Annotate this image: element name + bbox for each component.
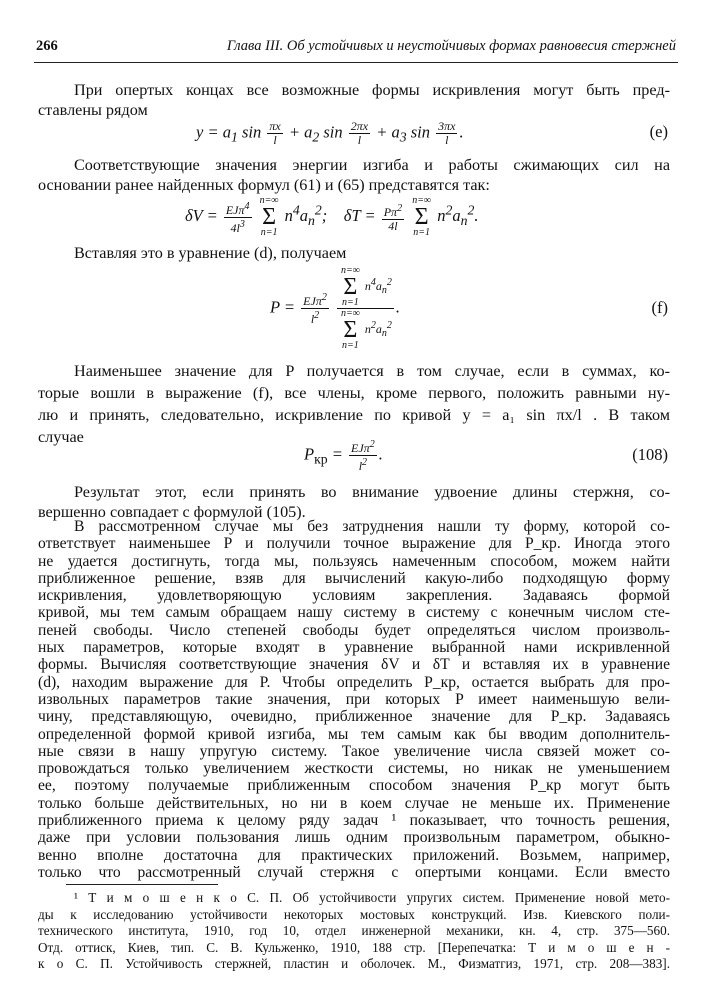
text-line: приближенное решение, взяв для вычислений какую-либо подходящую форму (38, 569, 670, 587)
equation-f: P = $\frac{EJ\pi^2}{l^2}$ n=∞ Σ n=1 $n^4a_n^2$ n=∞ Σ n=1 $n^2a_n^2$ . (270, 265, 400, 351)
text-line: извольных параметров такие значения, при которых P имеет наименьшую вели- (38, 690, 670, 708)
paragraph-6 (38, 518, 670, 881)
text-line: не удается достигнуть, тогда мы, пользуясь намеченным способом, можем найти (38, 552, 670, 570)
text-line: При опертых концах все возможные формы искривления могут быть пред- (74, 81, 670, 99)
text-line: формы. Вычисляя соответствующие значения δV и δT и вставляя их в уравнение (38, 656, 670, 674)
footnote-rule (66, 884, 218, 885)
text-line: провождаться только увеличением жесткости системы, но никак не уменьшением (38, 760, 670, 778)
text-line: только больше действительных, но ни в коем случае не меньше их. Применение (38, 794, 670, 812)
text-line: определенной формой кривой изгиба, мы тем самым как бы вводим дополнитель- (38, 725, 670, 743)
text-line: чину, представляющую, очевидно, приближенное значение для P_кр. Задаваясь (38, 708, 670, 726)
text-line: основании ранее найденных формул (61) и (65) представятся так: (38, 176, 490, 194)
equation-108: $P_{кр}$ = $\frac{EJ\pi^2}{l^2}$ . (304, 439, 383, 473)
text-line: случае (38, 428, 84, 446)
paragraph-3 (38, 243, 670, 263)
footnote (38, 890, 670, 973)
footnote-line: технического института, 1910, год 10, отдел инженерной механики, кн. 4, стр. 375—560. (38, 923, 670, 938)
text-line: вершенно совпадает с формулой (105). (38, 503, 306, 521)
text-line: торые вошли в выражение (f), все члены, кроме первого, положить равными ну- (38, 384, 670, 402)
text-line: (d), находим выражение для P. Чтобы определить P_кр, остается выбрать для про- (38, 673, 670, 691)
footnote-line: ¹ Т и м о ш е н к о С. П. Об устойчивости упругих систем. Применение новой мето- (74, 890, 670, 905)
text-line: Результат этот, если принять во внимание удвоение длины стержня, со- (74, 483, 670, 501)
text-line: В рассмотренном случае мы без затруднения нашли ту форму, которой со- (74, 518, 670, 535)
equation-tag-108: (108) (632, 445, 668, 464)
footnote-line: ды к исследованию устойчивости некоторых мостовых конструкций. Изв. Киевского поли- (38, 906, 670, 922)
text-line: Наименьшее значение для P получается в том случае, если в суммах, ко- (74, 362, 670, 380)
equation-tag-e: (e) (649, 122, 668, 141)
text-line: только что рассмотренный случай стержня с опертыми концами. Если вместо (38, 863, 670, 881)
header-rule (34, 62, 678, 63)
text-line: венно вполне достаточна для практических приложений. Возьмем, например, (38, 846, 670, 864)
text-line: даже при условии пользования лишь одним произвольным параметром, обыкно- (38, 829, 670, 847)
text-line: приближенного приема к целому ряду задач ¹ показывает, что точность решения, (38, 812, 670, 830)
footnote-line: к о С. П. Устойчивость стержней, пластин и оболочек. М., Физматгиз, 1971, стр. 208—383]. (38, 956, 670, 971)
equation-energy: δV = $\frac{EJ\pi^4}{4l^3}$ n=∞ Σ n=1 $n^4a_n^2$; δT = $\frac{P\pi^2}{4l}$ n=∞ Σ n=1 $n^2a_n^2$. (185, 195, 479, 238)
paragraph-5 (38, 482, 670, 522)
running-title: Глава III. Об устойчивых и неустойчивых формах равновесия стержней (226, 38, 676, 54)
text-line: ее, поэтому получаемые приближенным способом значения P_кр могут быть (38, 777, 670, 795)
text-line: ные связи в нашу упругую систему. Такое увеличение числа связей может со- (38, 742, 670, 760)
page-number: 266 (36, 38, 58, 54)
footnote-line: Отд. оттиск, Киев, тип. С. В. Кульженко, 1910, 188 стр. [Перепечатка: Т и м о ш е н - (38, 939, 670, 955)
equation-tag-f: (f) (651, 298, 668, 317)
paragraph-1 (38, 80, 670, 120)
text-line: ответствует наименьшее P и получили точное выражение для P_кр. Иногда этого (38, 535, 670, 553)
paragraph-4 (38, 360, 670, 448)
text-line: кривой, мы тем самым обращаем нашу систему в систему с конечным числом сте- (38, 604, 670, 622)
text-line: искривления, удовлетворяющую условиям закрепления. Задаваясь формой (38, 587, 670, 605)
text-line: лю и принять, следовательно, искривление по кривой y = a₁ sin πx/l . В таком (38, 406, 670, 424)
equation-e: $y = a_1$ sin $\frac{\pi x}{l}$ + $a_2$ sin $\frac{2\pi x}{l}$ + $a_3$ sin $\frac{3\pi x}{l}$ . (196, 119, 464, 147)
paragraph-2 (38, 155, 670, 195)
text-line: ставлены рядом (38, 101, 148, 119)
text-line: Вставляя это в уравнение (d), получаем (74, 244, 347, 262)
text-line: ных параметров, которые входят в уравнение выбранной нами искривленной (38, 639, 670, 657)
text-line: Соответствующие значения энергии изгиба и работы сжимающих сил на (74, 156, 670, 174)
text-line: пеней свободы. Число степеней свободы будет определяться числом произволь- (38, 621, 670, 639)
